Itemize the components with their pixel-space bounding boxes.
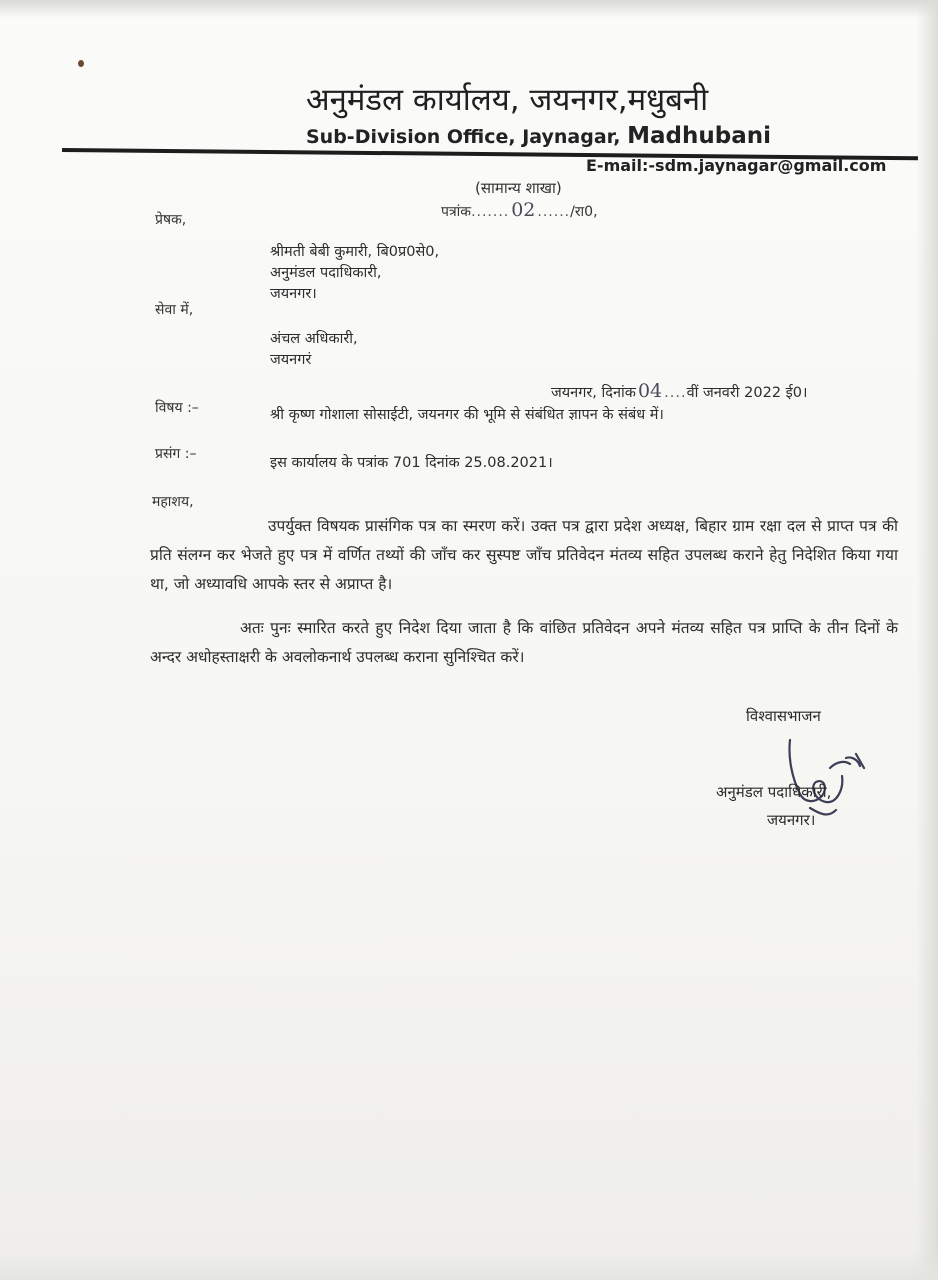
scan-shadow-bottom [0,1250,938,1280]
date-dots: .... [664,385,687,401]
letter-number-dots-2: ...... [537,204,571,220]
office-title-english [306,123,771,149]
recipient-line-designation: अंचल अधिकारी, [270,331,358,347]
letter-number-label: पत्रांक [441,204,472,220]
recipient-label: सेवा में, [155,302,194,318]
signatory-place: जयनगर। [767,811,816,829]
sender-line-place: जयनगर। [270,286,317,302]
scan-shadow-top [0,0,938,18]
letter-date [551,380,808,402]
reference-label: प्रसंग :– [155,446,197,462]
body-paragraph-1: उपर्युक्त विषयक प्रासंगिक पत्र का स्मरण करें। उक्त पत्र द्वारा प्रदेश अध्यक्ष, बिहार ग्राम रक्षा दल से प्राप्त पत्र की प्रति संलग्न कर भेजते हुए पत्र में वर्णित तथ्यों की जाँच कर सुस्पष्ट जाँच प्रतिवेदन मंतव्य सहित उपलब्ध कराने हेतु निदेशित किया गया था, जो अध्यावधि आपके स्तर से अप्राप्त है। [150,517,898,593]
letter-number-suffix: /रा0, [570,204,598,220]
subject-text: श्री कृष्ण गोशाला सोसाईटी, जयनगर की भूमि से संबंधित ज्ञापन के संबंध में। [270,407,664,423]
recipient-line-place: जयनगरं [270,352,312,368]
sender-line-name: श्रीमती बेबी कुमारी, बि0प्र0से0, [270,244,440,260]
reference-text: इस कार्यालय के पत्रांक 701 दिनांक 25.08.2021। [270,455,553,471]
office-title-english-city: Madhubani [627,123,771,149]
date-prefix: जयनगर, दिनांक [551,385,636,401]
date-day: 04 [637,380,663,402]
closing-phrase: विश्वासभाजन [746,707,821,725]
office-title-english-prefix: Sub-Division Office, Jaynagar, [306,126,621,148]
signatory-designation: अनुमंडल पदाधिकारी, [716,783,832,801]
letter-number [441,199,598,221]
paper-speck [78,60,84,67]
letter-number-dots: ....... [471,204,510,220]
letter-number-value: 02 [511,199,536,221]
office-title-hindi: अनुमंडल कार्यालय, जयनगर,मधुबनी [306,82,709,118]
subject-label: विषय :– [155,400,199,416]
sender-line-designation: अनुमंडल पदाधिकारी, [270,265,382,281]
branch-name: (सामान्य शाखा) [475,179,562,197]
date-suffix: वीं जनवरी 2022 ई0। [686,385,808,401]
scan-shadow-right [916,0,938,1280]
body-paragraph-2: अतः पुनः स्मारित करते हुए निदेश दिया जाता है कि वांछित प्रतिवेदन अपने मंतव्य सहित पत्र प्राप्ति के तीन दिनों के अन्दर अधोहस्ताक्षरी के अवलोकनार्थ उपलब्ध कराना सुनिश्चित करें। [150,619,898,666]
office-email: E-mail:-sdm.jaynagar@gmail.com [586,156,887,175]
sender-label: प्रेषक, [155,212,187,228]
salutation: महाशय, [152,494,194,510]
